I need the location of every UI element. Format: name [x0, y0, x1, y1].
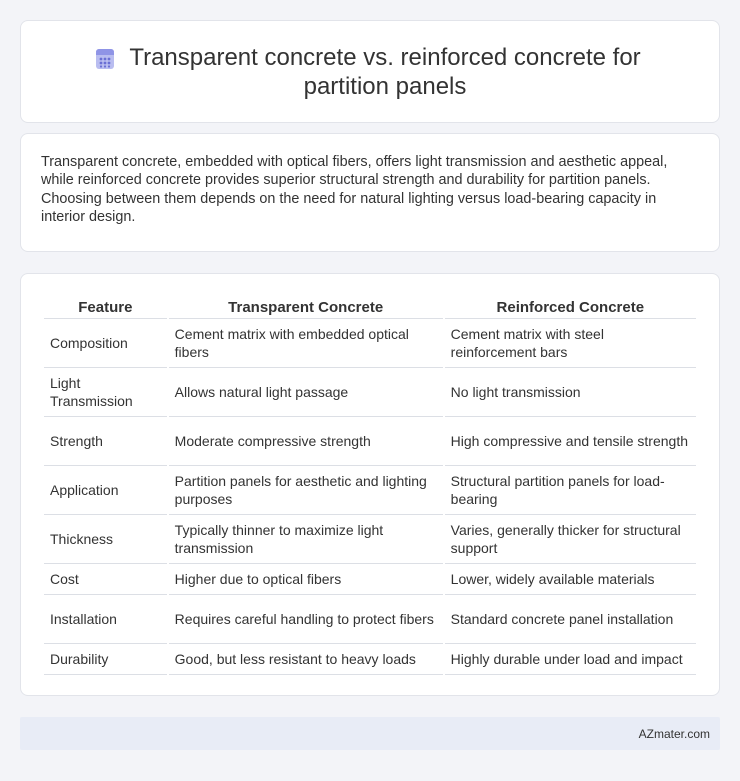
header-feature: Feature	[44, 294, 167, 319]
page-title: Transparent concrete vs. reinforced concrete for partition panels	[129, 44, 641, 100]
table-cell-feature: Durability	[44, 644, 167, 675]
table-cell-transparent: Allows natural light passage	[169, 368, 443, 417]
table-cell-feature: Light Transmission	[44, 368, 167, 417]
footer-brand-link[interactable]: AZmater.com	[638, 727, 710, 741]
comparison-table	[42, 294, 698, 675]
table-cell-reinforced: Lower, widely available materials	[445, 564, 696, 595]
table-cell-transparent: Typically thinner to maximize light transmission	[169, 515, 443, 564]
footer-bar	[20, 717, 720, 750]
summary-text: Transparent concrete, embedded with optical fibers, offers light transmission and aesthetic appeal, while reinforced concrete provides superior structural strength and durability for partition panels. Choosing between them depends on the need for natural lighting versus load-bearing capacity in interior design.	[41, 154, 668, 225]
table-cell-transparent: Higher due to optical fibers	[169, 564, 443, 595]
table-cell-feature: Application	[44, 466, 167, 515]
summary-card	[20, 133, 720, 252]
table-row	[44, 417, 696, 466]
table-cell-reinforced: High compressive and tensile strength	[445, 417, 696, 466]
table-cell-reinforced: Cement matrix with steel reinforcement bars	[445, 319, 696, 368]
table-cell-transparent: Partition panels for aesthetic and lighting purposes	[169, 466, 443, 515]
table-cell-transparent: Moderate compressive strength	[169, 417, 443, 466]
table-row	[44, 515, 696, 564]
table-row	[44, 319, 696, 368]
table-cell-feature: Thickness	[44, 515, 167, 564]
header-transparent-concrete: Transparent Concrete	[169, 294, 443, 319]
table-row	[44, 644, 696, 675]
table-cell-feature: Strength	[44, 417, 167, 466]
table-row	[44, 564, 696, 595]
table-row	[44, 368, 696, 417]
table-cell-reinforced: Structural partition panels for load-bearing	[445, 466, 696, 515]
table-cell-reinforced: Varies, generally thicker for structural support	[445, 515, 696, 564]
table-row	[44, 466, 696, 515]
table-cell-transparent: Cement matrix with embedded optical fibers	[169, 319, 443, 368]
table-cell-reinforced: Highly durable under load and impact	[445, 644, 696, 675]
header-reinforced-concrete: Reinforced Concrete	[445, 294, 696, 319]
table-cell-feature: Composition	[44, 319, 167, 368]
table-header-row	[44, 294, 696, 319]
table-row	[44, 595, 696, 644]
title-card	[20, 20, 720, 123]
table-cell-feature: Cost	[44, 564, 167, 595]
table-cell-feature: Installation	[44, 595, 167, 644]
comparison-table-card	[20, 273, 720, 696]
table-cell-transparent: Requires careful handling to protect fibers	[169, 595, 443, 644]
table-cell-transparent: Good, but less resistant to heavy loads	[169, 644, 443, 675]
table-cell-reinforced: Standard concrete panel installation	[445, 595, 696, 644]
title-wrap	[21, 43, 719, 101]
table-cell-reinforced: No light transmission	[445, 368, 696, 417]
